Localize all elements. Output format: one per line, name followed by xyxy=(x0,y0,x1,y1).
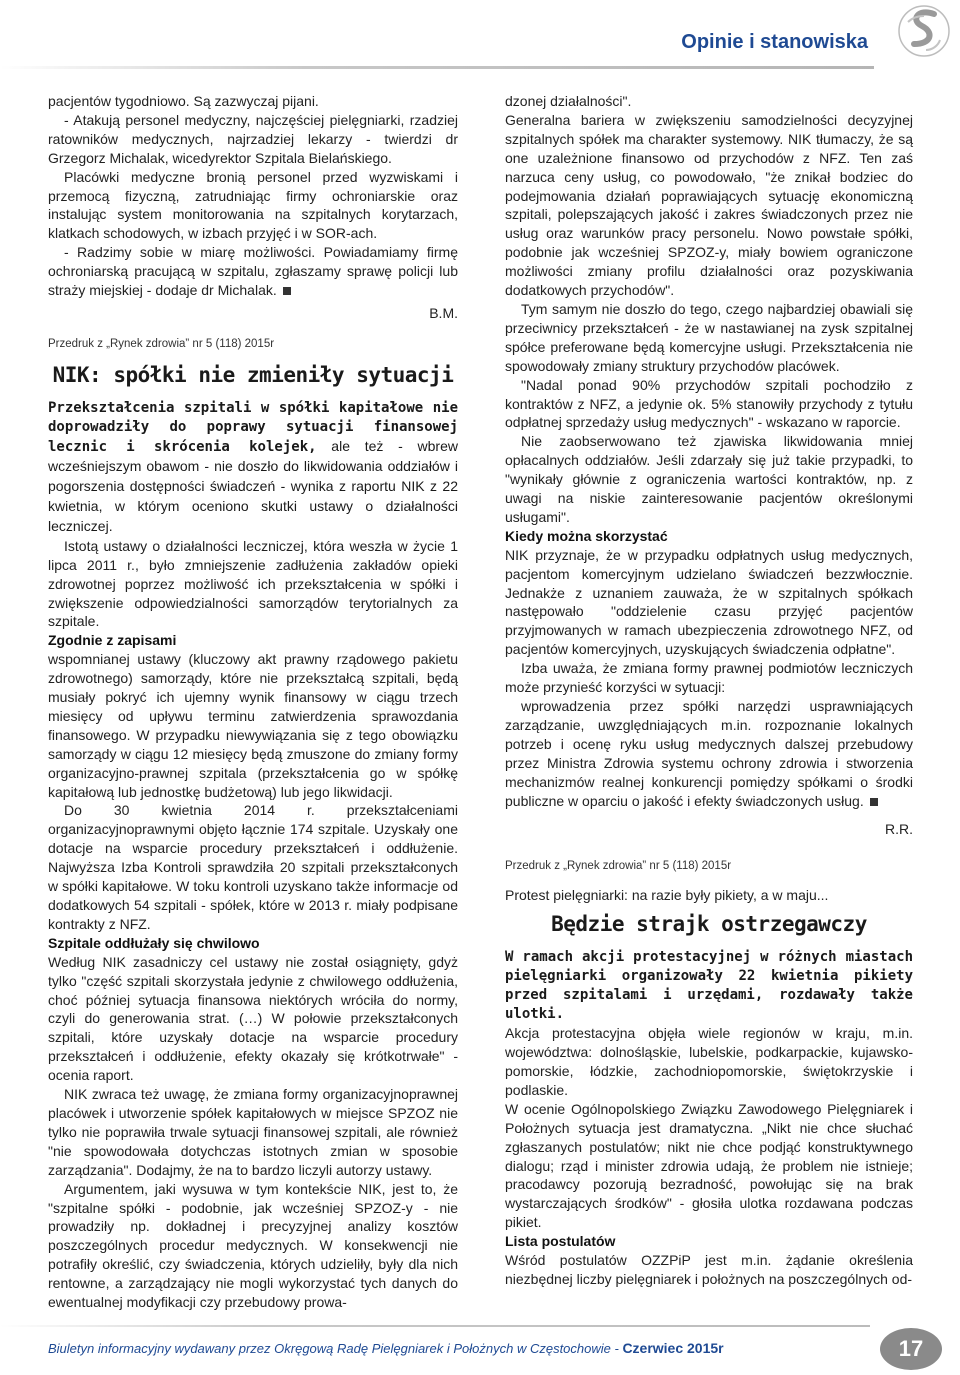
end-square-icon xyxy=(283,287,291,295)
article-paragraph: dzonej działalności". xyxy=(505,93,632,109)
article-paragraph: Argumentem, jaki wysuwa w tym kontekście NIK, jest to, że "szpitalne spółki - podobnie, jak wcześniej SPZOZ-y - nie prowadziły np. dokładnej i precyzyjnej analizy kosztów poszczególnych procedur medycznych. W konsekwencji nie potrafiły określić, czy świadczenia, których udzieliły, były dla nich rentowne, a zarządzający nie mogli wykorzystać tych danych do ewentualnej modyfikacji czy przebudowy prowa- xyxy=(48,1180,458,1311)
article-lead: W ramach akcji protestacyjnej w różnych miastach pielęgniarki organizowały 22 kwietnia pikiety przed szpitalami i urzędami, rozdawały także ulotki. xyxy=(505,949,913,1023)
page-number: 17 xyxy=(880,1328,942,1370)
footer-text xyxy=(48,1340,724,1356)
subheading: Zgodnie z zapisami xyxy=(48,632,177,649)
right-column xyxy=(505,92,913,1289)
article-paragraph: W ocenie Ogólnopolskiego Związku Zawodowego Pielęgniarek i Położnych sytuacja jest dramatyczna. „Nikt nie chce słuchać zgłaszanych postulatów; nikt nie chce podjąć konstruktywnego dialogu; rząd i minister zdrowia udają, że problem nie istnieje; pracodawcy pozorują bezradność, powołując się na brak wystarczających środków" - głosiła ulotka rozdawana podczas pikiet. xyxy=(505,1100,913,1231)
lead-bold: Przekształcenia szpitali w spółki kapitałowe nie doprowadziły do poprawy sytuacji finansowej lecznic i skrócenia kolejek, xyxy=(48,399,458,455)
subheading: Lista postulatów xyxy=(505,1233,616,1250)
article-paragraph: - Atakują personel medyczny, najczęściej pielęgniarki, rzadziej ratowników medycznych, najrzadziej lekarzy - twierdzi dr Grzegorz Michalak, wicedyrektor Szpitala Bielańskiego. xyxy=(48,111,458,166)
paragraph-text: - Radzimy sobie w miarę możliwości. Powiadamiamy firmę ochroniarską pracującą w szpitalu, zgłaszamy sprawę policji lub straży miejskiej - dodaje dr Michalak. xyxy=(48,244,458,299)
author-initials: R.R. xyxy=(885,821,913,838)
article-pretitle: Protest pielęgniarki: na razie były pikiety, a w maju... xyxy=(505,887,829,904)
article-paragraph: wspomnianej ustawy (kluczowy akt prawny rządowego pakietu zdrowotnego) samorządy, które nie przekształcą szpitali, będą musiały pokryć ich ujemny wynik finansowy w ciągu trzech miesięcy od upływu terminu zatwierdzenia sprawozdania finansowego. W przypadku niewywiązania się z tego obowiązku samorządy w ciągu 12 miesięcy będą zmuszone do zmiany formy organizacyjno-prawnej szpitala (przekształcenia go w spółkę kapitałową lub jednostkę budżetową) lub jego likwidacji. xyxy=(48,651,458,800)
article-title: NIK: spółki nie zmieniły sytuacji xyxy=(52,362,454,387)
article-paragraph: Istotą ustawy o działalności leczniczej, która weszła w życie 1 lipca 2011 r., było zmniejszenie zadłużenia zakładów opieki zdrowotnej poprzez możliwość ich przekształcenia w spółki i zwiększenie odpowiedzialności samorządów terytorialnych za szpitale. xyxy=(48,537,458,630)
end-square-icon xyxy=(870,798,878,806)
article-paragraph: NIK przyznaje, że w przypadku odpłatnych usług medycznych, pacjentom komercyjnym udzielano świadczeń bezzwłocznie. Jednakże z uznaniem zauważa, że w szpitalnych spółkach następowało "oddzielenie czasu przyjęć pacjentów przyjmowanych w ramach ubezpieczenia zdrowotnego NFZ, od pacjentów komercyjnych, uzyskujących świadczenia odpłatne". xyxy=(505,546,913,658)
article-paragraph: Generalna bariera w zwiększeniu samodzielności decyzyjnej szpitalnych spółek ma charakter systemowy. NIK tłumaczy, że są one uzależnione finansowo od przychodów z NFZ. Ten zaś narzuca ceny usług, co powodowało, "że znikał bodziec do podejmowania działań poprawiających sytuację ekonomiczną szpitali, polepszających jakość i zakres świadczonych przez nie usług oraz warunków pracy personelu. Nowo powstałe spółki, podobnie jak wcześniej SPZOZ-y, miały bowiem ograniczone możliwości zmiany profilu działalności oraz pozyskiwania dodatkowych przychodów". xyxy=(505,111,913,299)
article-paragraph: "Nadal ponad 90% przychodów szpitali pochodziło z kontraktów z NFZ, a jedynie ok. 5% stanowiły przychody z tytułu odpłatnej sprzedaży usług medycznych" - wskazano w raporcie. xyxy=(505,376,913,431)
article-paragraph: NIK zwraca też uwagę, że zmiana formy organizacyjnoprawnej placówek i utworzenie spółek kapitałowych w miejsce SPZOZ nie tylko nie poprawiła trwale sytuacji finansowej szpitali, ale również "nie spowodowała dotychczas istotnych zmian w sposobie zarządzania". Dodajmy, że na to bardzo liczyli autorzy ustawy. xyxy=(48,1086,458,1178)
footer-divider xyxy=(0,1325,870,1327)
subheading: Kiedy można skorzystać xyxy=(505,527,668,544)
left-column xyxy=(48,92,458,1312)
paragraph-text: wprowadzenia przez spółki narzędzi usprawniających zarządzanie, uwzględniających m.in. rozpoznanie lokalnych potrzeb i ocenę ryku usług medycznych dalszej przebudowy przez Ministra Zdrowia systemu ochrony zdrowia i stworzenia mechanizmów realnej konkurencji pomiędzy spółkami o środki publiczne w oparciu o jakość i efekty świadczonych usług. xyxy=(505,698,913,809)
article-paragraph: Placówki medyczne bronią personel przed wyzwiskami i przemocą fizyczną, zatrudniając firmy ochroniarskie oraz instalując system monitorowania na szpitalnych korytarzach, klatkach schodowych, w izbach przyjęć i w SOR-ach. xyxy=(48,168,458,242)
footer-date: Czerwiec 2015r xyxy=(622,1340,724,1356)
subheading: Szpitale oddłużały się chwilowo xyxy=(48,934,260,951)
article-paragraph: Akcja protestacyjna objęła wiele regionów w kraju, m.in. województwa: dolnośląskie, lubelskie, podkarpackie, kujawsko-pomorskie, łódzkie, zachodniopomorskie, świętokrzyskie i podlaskie. xyxy=(505,1025,913,1098)
article-title: Będzie strajk ostrzegawczy xyxy=(551,912,867,937)
article-paragraph xyxy=(48,243,458,300)
footer-publisher: Biuletyn informacyjny wydawany przez Okręgową Radę Pielęgniarek i Położnych w Częstochowie - xyxy=(48,1341,623,1356)
article-paragraph: Do 30 kwietnia 2014 r. przekształceniami organizacyjnoprawnymi objęto łącznie 174 szpitale. Uzyskały one dotacje na wsparcie procedury przekształceń i oddłużenie. Najwyższa Izba Kontroli sprawdziła 20 szpitali przekształconych w spółki kapitałowe. W toku kontroli uzyskano także informacje od dodatkowych 54 szpitali - spółek, które w 2013 r. miały podpisane kontrakty z NFZ. xyxy=(48,802,458,932)
publisher-logo-icon xyxy=(898,2,950,60)
article-paragraph: Według NIK zasadniczy cel ustawy nie został osiągnięty, gdyż tylko "część szpitali skorzystała jedynie z chwilowego oddłużenia, choć później sytuacja finansowa niektórych wróciła do normy, czyli do generowania strat. (…) W połowie przekształconych szpitali, które uzyskały dotacje na wsparcie procedury przekształceń i oddłużenie, efekty okazały się krótkotrwałe" - ocenia raport. xyxy=(48,953,458,1084)
article-paragraph: Nie zaobserwowano też zjawiska likwidowania mniej opłacalnych oddziałów. Jeśli zdarzały się już takie przypadki, to "wynikały głównie z ograniczenia wartości kontraktów, np. z uwagi na niskie zainteresowanie pacjentów określonymi usługami". xyxy=(505,433,913,525)
article-paragraph: Izba uważa, że zmiana formy prawnej podmiotów leczniczych może przynieść korzyści w sytuacji: xyxy=(505,660,913,696)
article-paragraph: Wśród postulatów OZZPiP jest m.in. żądanie określenia niezbędnej liczby pielęgniarek i położnych na poszczególnych od- xyxy=(505,1252,913,1287)
section-title: Opinie i stanowiska xyxy=(681,31,868,53)
article-lead xyxy=(48,399,458,537)
article-paragraph: Tym samym nie doszło do tego, czego najbardziej obawiali się przeciwnicy przekształceń - że w nastawianej na zysk szpitalnej spółce preferowane będą komercyjne usługi. Przekształcenia nie spowodowały zmiany struktury przychodów placówek. xyxy=(505,300,913,374)
article-paragraph: pacjentów tygodniowo. Są zazwyczaj pijani. xyxy=(48,93,319,109)
source-note: Przedruk z „Rynek zdrowia” nr 5 (118) 2015r xyxy=(48,337,275,350)
lead-tail: ale też - wbrew wcześniejszym obawom - nie doszło do likwidowania oddziałów i pogorszenia dostępności świadczeń - wynika z raportu NIK z 22 kwietnia, w którym oceniono skutki ustawy o działalności leczniczej. xyxy=(48,437,458,534)
source-note: Przedruk z „Rynek zdrowia” nr 5 (118) 2015r xyxy=(505,860,732,873)
author-initials: B.M. xyxy=(429,304,458,321)
header-divider xyxy=(0,66,874,69)
article-paragraph xyxy=(505,697,913,810)
